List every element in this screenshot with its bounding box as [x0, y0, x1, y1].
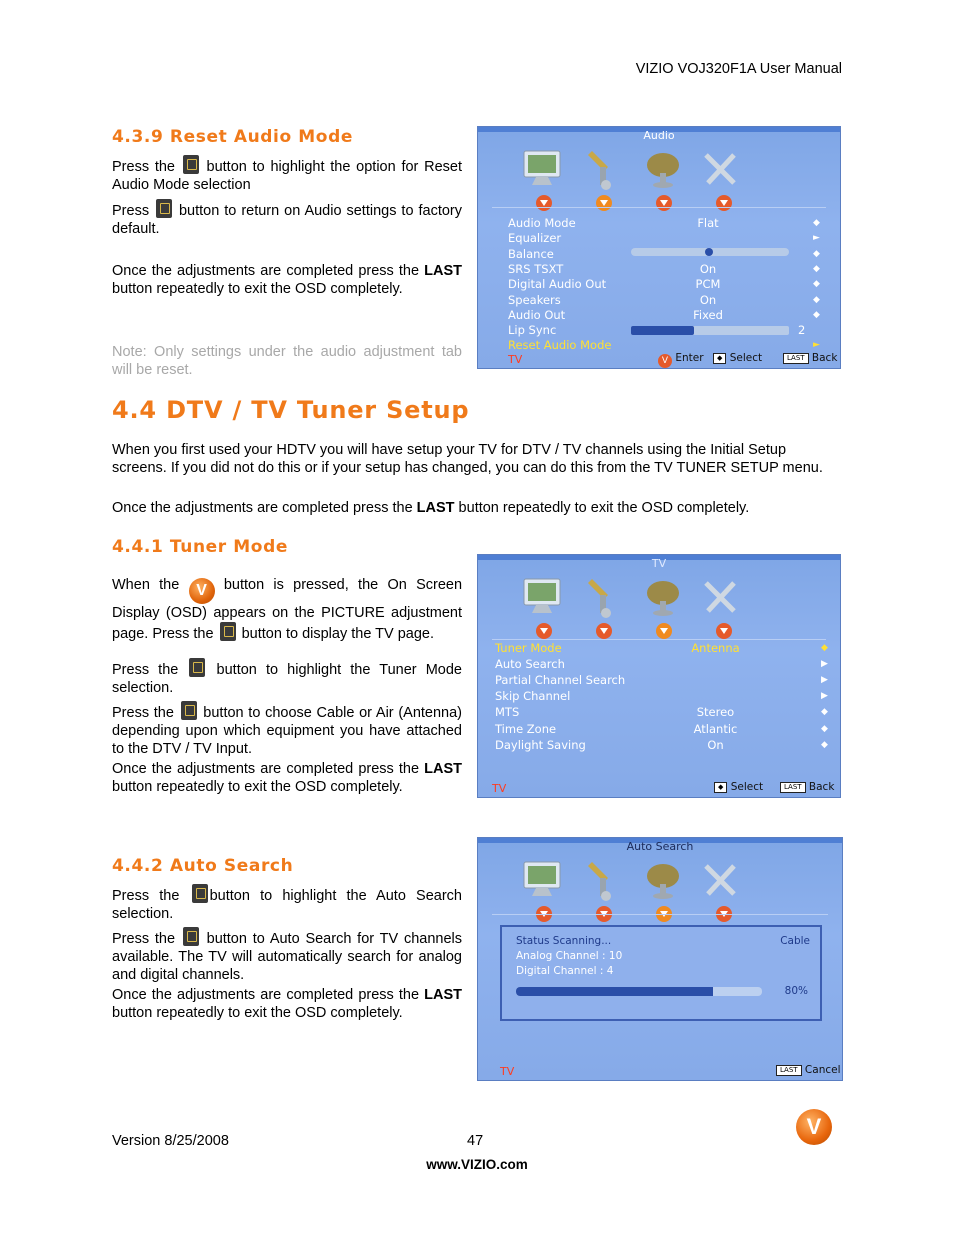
osd-menu-item-label: Partial Channel Search: [495, 673, 626, 688]
osd-menu-item-arrow-icon: ◆: [821, 739, 828, 750]
osd-menu-item-arrow-icon: ◆: [813, 218, 820, 228]
scan-progress-label: 80%: [784, 985, 808, 997]
osd-menu-item-label: Audio Out: [508, 307, 566, 322]
osd-menu-item-arrow-icon: ◆: [813, 309, 820, 320]
osd-menu-item-arrow-icon: ►: [813, 233, 820, 244]
analog-channel-count: Analog Channel : 10: [516, 950, 623, 962]
picture-icon: [518, 858, 568, 902]
audio-icon: [578, 858, 628, 902]
tv-icon: [638, 147, 688, 191]
auto-search-osd-screenshot: [477, 837, 843, 1081]
osd-menu-item-label: Tuner Mode: [495, 641, 562, 655]
osd-menu-item-arrow-icon: ◆: [813, 294, 820, 305]
vizio-logo-icon: V: [796, 1109, 832, 1145]
osd-title: Auto Search: [626, 840, 694, 853]
osd-menu-item-arrow-icon: ◆: [821, 723, 828, 734]
vizio-v-button-icon: V: [189, 578, 215, 604]
osd-menu-item-arrow-icon: ◆: [813, 248, 820, 259]
osd-title: TV: [651, 557, 667, 570]
chevron-down-icon: [596, 195, 612, 211]
scan-source: Cable: [780, 935, 810, 947]
osd-menu-item-label: Equalizer: [508, 231, 562, 246]
paragraph: Once the adjustments are completed press the LAST button repeatedly to exit the OSD completely.: [112, 263, 462, 297]
osd-menu-item-arrow-icon: ►: [813, 340, 820, 351]
vol-up-icon: [181, 701, 197, 720]
scan-progress-track: [516, 987, 762, 996]
osd-menu-item-value: 2: [798, 323, 806, 338]
osd-title: Audio: [643, 129, 675, 142]
last-key-icon: LAST: [780, 782, 806, 793]
dpad-icon: ◆: [713, 353, 726, 364]
paragraph: Press the button to highlight the option for Reset Audio Mode selection: [112, 155, 462, 194]
osd-menu-item-arrow-icon: ◆: [821, 643, 828, 653]
osd-menu-item-value: Atlantic: [693, 721, 738, 736]
balance-knob: [705, 248, 713, 256]
tv-icon: [638, 858, 688, 902]
ch-down-icon: [192, 884, 208, 903]
osd-menu-item-arrow-icon: ▶: [821, 691, 828, 702]
ch-down-icon: [183, 155, 199, 174]
paragraph: Once the adjustments are completed press the LAST button repeatedly to exit the OSD completely.: [112, 761, 462, 795]
last-key-icon: LAST: [776, 1065, 802, 1076]
vol-up-icon: [220, 622, 236, 641]
ch-down-icon: [189, 658, 205, 677]
osd-footer: TV V Enter ◆ Select LAST Back: [508, 352, 838, 366]
vol-up-icon: [156, 199, 172, 218]
osd-menu-item-arrow-icon: ◆: [813, 279, 820, 290]
osd-menu-item-label: Digital Audio Out: [508, 277, 607, 292]
scan-status-panel: [500, 925, 822, 1021]
osd-menu-item-value: Antenna: [691, 641, 740, 655]
chevron-down-icon: [716, 623, 732, 639]
osd-menu-item-label: MTS: [495, 705, 520, 720]
version-label: Version 8/25/2008: [112, 1133, 229, 1149]
chevron-down-icon: [596, 623, 612, 639]
tv-osd-screenshot: [477, 554, 841, 798]
audio-icon: [578, 147, 628, 191]
osd-menu-item-label: Balance: [508, 246, 554, 261]
paragraph: Once the adjustments are completed press the LAST button repeatedly to exit the OSD completely.: [112, 987, 462, 1021]
chevron-down-icon: [536, 623, 552, 639]
dpad-icon: ◆: [714, 782, 727, 793]
osd-menu-item-label: Lip Sync: [508, 323, 557, 338]
audio-icon: [578, 575, 628, 619]
picture-icon: [518, 147, 568, 191]
osd-footer: TV ◆ Select LAST Back: [492, 781, 835, 795]
paragraph: Once the adjustments are completed press the LAST button repeatedly to exit the OSD completely.: [112, 500, 750, 516]
paragraph: Press the button to highlight the Tuner Mode selection.: [112, 658, 462, 697]
osd-menu-item-value: PCM: [695, 277, 721, 292]
osd-menu-item-value: On: [699, 261, 717, 276]
chevron-down-icon: [656, 195, 672, 211]
page-number: 47: [467, 1133, 484, 1149]
last-key-icon: LAST: [783, 353, 809, 364]
tv-label: TV: [500, 1065, 515, 1078]
osd-menu-item-label: Audio Mode: [508, 216, 576, 230]
website-url: www.VIZIO.com: [426, 1157, 528, 1172]
chevron-down-icon: [716, 195, 732, 211]
scan-status: Status Scanning...: [516, 935, 612, 947]
section-heading-reset-audio: 4.3.9 Reset Audio Mode: [112, 127, 353, 147]
setup-icon: [698, 858, 748, 902]
osd-menu-item-label: Speakers: [508, 292, 561, 307]
setup-icon: [698, 147, 748, 191]
manual-title: VIZIO VOJ320F1A User Manual: [635, 61, 842, 77]
vol-up-icon: [183, 927, 199, 946]
osd-menu-item-arrow-icon: ◆: [821, 707, 828, 718]
v-button-icon: V: [658, 354, 672, 368]
osd-menu-item-label: Reset Audio Mode: [508, 338, 612, 353]
osd-menu-item-label: Time Zone: [495, 721, 557, 736]
section-heading-tuner-mode: 4.4.1 Tuner Mode: [112, 537, 288, 557]
osd-menu-item-arrow-icon: ▶: [821, 659, 828, 670]
paragraph: Press the button to choose Cable or Air (Antenna) depending upon which equipment you have attached to the DTV / TV Input.: [112, 701, 462, 758]
digital-channel-count: Digital Channel : 4: [516, 965, 614, 977]
section-heading-tuner-setup: 4.4 DTV / TV Tuner Setup: [112, 396, 470, 424]
osd-menu-item-value: Flat: [697, 216, 719, 230]
osd-menu-item-label: Skip Channel: [495, 689, 571, 704]
osd-menu-item-value: Fixed: [693, 307, 723, 322]
picture-icon: [518, 575, 568, 619]
lip-sync-fill: [631, 326, 694, 335]
osd-menu-item-value: On: [699, 292, 717, 307]
scan-progress-fill: [516, 987, 713, 996]
note: Note: Only settings under the audio adjustment tab will be reset.: [112, 344, 462, 378]
osd-menu-item-value: On: [707, 737, 724, 752]
setup-icon: [698, 575, 748, 619]
section-heading-auto-search: 4.4.2 Auto Search: [112, 856, 294, 876]
tv-label: TV: [508, 353, 523, 366]
paragraph: Press the button to highlight the Auto Search selection.: [112, 884, 462, 923]
osd-footer: TV LAST Cancel: [500, 1064, 841, 1078]
chevron-down-icon: [536, 195, 552, 211]
lip-sync-track: [631, 326, 789, 335]
paragraph: When you first used your HDTV you will have setup your TV for DTV / TV channels using the Initial Setup screens. If you did not do this or if your setup has changed, you can do this from the TV TUNER SETUP menu.: [112, 442, 823, 476]
paragraph: Press button to return on Audio settings to factory default.: [112, 199, 462, 238]
osd-menu-item-arrow-icon: ▶: [821, 675, 828, 686]
paragraph: Press the button to Auto Search for TV channels available. The TV will automatically search for analog and digital channels.: [112, 927, 462, 984]
tv-icon: [638, 575, 688, 619]
osd-menu-item-value: Stereo: [696, 705, 735, 720]
audio-osd-screenshot: [477, 126, 841, 369]
osd-menu-item-label: Auto Search: [495, 657, 565, 672]
osd-menu-item-arrow-icon: ◆: [813, 263, 820, 274]
osd-menu-item-label: SRS TSXT: [508, 261, 564, 276]
paragraph: When the V button is pressed, the On Screen Display (OSD) appears on the PICTURE adjustment page. Press the button to display the TV page.: [112, 577, 463, 642]
chevron-down-icon: [656, 623, 672, 639]
osd-menu-item-label: Daylight Saving: [495, 737, 586, 752]
tv-label: TV: [492, 782, 507, 795]
